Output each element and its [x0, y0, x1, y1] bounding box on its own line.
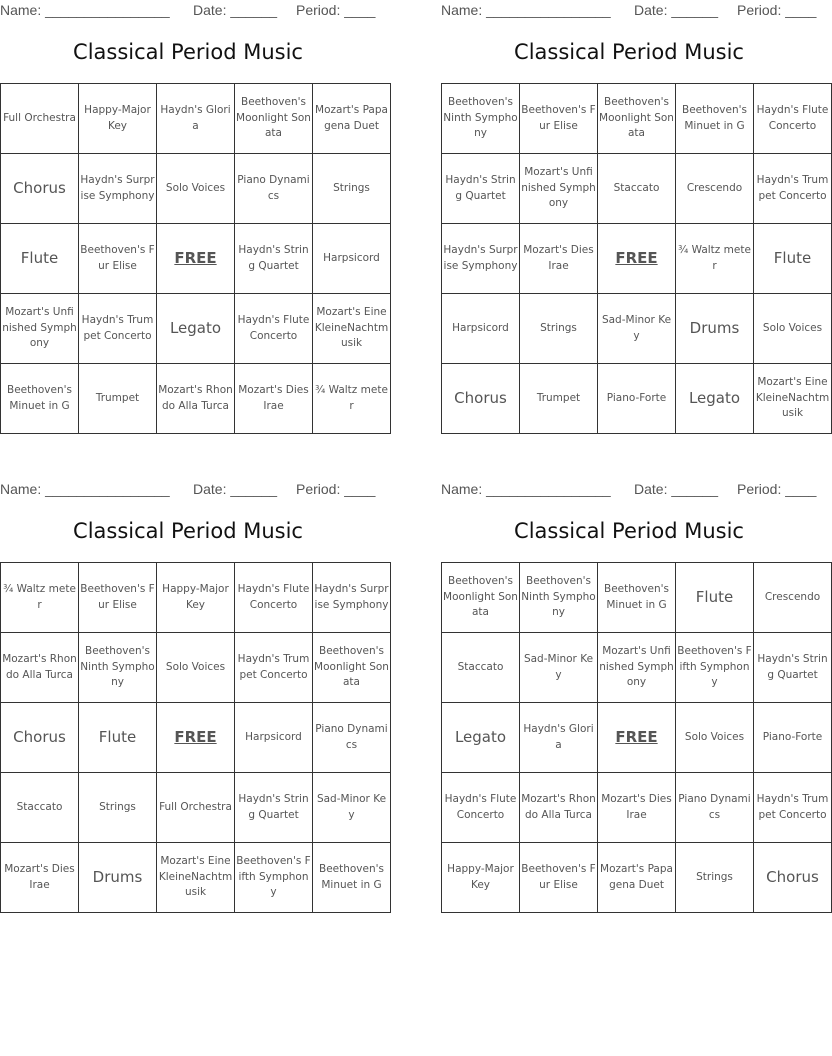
bingo-cell: Chorus: [442, 364, 520, 434]
bingo-cell: Mozart's Rhondo Alla Turca: [157, 364, 235, 434]
bingo-cell: Sad-Minor Key: [520, 633, 598, 703]
free-space: FREE: [157, 703, 235, 773]
bingo-cell: Strings: [313, 154, 391, 224]
bingo-cell: Beethoven's Moonlight Sonata: [598, 84, 676, 154]
bingo-cell: Haydn's Gloria: [520, 703, 598, 773]
bingo-cell: Happy-Major Key: [79, 84, 157, 154]
bingo-cell: Drums: [676, 294, 754, 364]
bingo-cell: Mozart's Unfinished Symphony: [1, 294, 79, 364]
bingo-cell: Staccato: [442, 633, 520, 703]
period-field-label: Period: ____: [296, 481, 376, 497]
bingo-cell: Beethoven's Moonlight Sonata: [235, 84, 313, 154]
bingo-cell: Mozart's Dies Irae: [235, 364, 313, 434]
grid-row: [442, 633, 832, 703]
bingo-cell: Beethoven's Fur Elise: [79, 563, 157, 633]
bingo-cell: Mozart's Papagena Duet: [598, 843, 676, 913]
bingo-cell: Strings: [676, 843, 754, 913]
bingo-cell: ¾ Waltz meter: [313, 364, 391, 434]
bingo-cell: Staccato: [1, 773, 79, 843]
name-field-label: Name: ________________: [0, 2, 170, 18]
bingo-cell: Chorus: [1, 154, 79, 224]
card-header: [441, 0, 817, 22]
bingo-cell: Beethoven's Moonlight Sonata: [442, 563, 520, 633]
bingo-cell: Mozart's Dies Irae: [520, 224, 598, 294]
bingo-cell: Staccato: [598, 154, 676, 224]
bingo-cell: Mozart's EineKleineNachtmusik: [754, 364, 832, 434]
bingo-cell: Flute: [79, 703, 157, 773]
grid-row: [1, 364, 391, 434]
bingo-cell: Haydn's Surprise Symphony: [79, 154, 157, 224]
bingo-cell: Drums: [79, 843, 157, 913]
card-title: Classical Period Music: [514, 519, 744, 543]
bingo-cell: Sad-Minor Key: [598, 294, 676, 364]
grid-row: [442, 154, 832, 224]
grid-row: [1, 84, 391, 154]
bingo-cell: Chorus: [1, 703, 79, 773]
grid-row: [1, 563, 391, 633]
bingo-grid: [441, 562, 832, 913]
bingo-cell: Piano Dynamics: [235, 154, 313, 224]
bingo-cell: Trumpet: [79, 364, 157, 434]
date-field-label: Date: ______: [634, 2, 719, 18]
bingo-cell: Beethoven's Minuet in G: [676, 84, 754, 154]
grid-row: [442, 294, 832, 364]
bingo-cell: Beethoven's Minuet in G: [598, 563, 676, 633]
card-header: [441, 479, 817, 501]
bingo-cell: Beethoven's Ninth Symphony: [79, 633, 157, 703]
bingo-cell: Mozart's Papagena Duet: [313, 84, 391, 154]
bingo-cell: Harpsicord: [442, 294, 520, 364]
grid-row: [442, 84, 832, 154]
bingo-cell: Haydn's Surprise Symphony: [313, 563, 391, 633]
bingo-cell: Beethoven's Minuet in G: [313, 843, 391, 913]
grid-row: [442, 563, 832, 633]
bingo-cell: Beethoven's Fifth Symphony: [235, 843, 313, 913]
name-field-label: Name: ________________: [441, 2, 611, 18]
free-space: FREE: [598, 224, 676, 294]
bingo-cell: Haydn's Flute Concerto: [754, 84, 832, 154]
bingo-cell: Piano-Forte: [598, 364, 676, 434]
bingo-cell: Haydn's Trumpet Concerto: [79, 294, 157, 364]
card-header: [0, 0, 376, 22]
bingo-cell: Mozart's Unfinished Symphony: [598, 633, 676, 703]
bingo-cell: Piano Dynamics: [676, 773, 754, 843]
bingo-grid: [0, 562, 391, 913]
bingo-cell: Haydn's String Quartet: [235, 224, 313, 294]
bingo-cell: Flute: [1, 224, 79, 294]
bingo-cell: Solo Voices: [157, 633, 235, 703]
bingo-cell: Solo Voices: [676, 703, 754, 773]
bingo-cell: Beethoven's Fifth Symphony: [676, 633, 754, 703]
card-title: Classical Period Music: [73, 519, 303, 543]
date-field-label: Date: ______: [634, 481, 719, 497]
bingo-cell: Harpsicord: [235, 703, 313, 773]
grid-row: [442, 224, 832, 294]
bingo-cell: Crescendo: [676, 154, 754, 224]
bingo-grid: [441, 83, 832, 434]
bingo-cell: Happy-Major Key: [157, 563, 235, 633]
grid-row: [1, 294, 391, 364]
bingo-cell: Mozart's Rhondo Alla Turca: [520, 773, 598, 843]
grid-row: [442, 703, 832, 773]
period-field-label: Period: ____: [737, 2, 817, 18]
bingo-cell: Haydn's Gloria: [157, 84, 235, 154]
period-field-label: Period: ____: [296, 2, 376, 18]
bingo-grid: [0, 83, 391, 434]
bingo-cell: Haydn's Flute Concerto: [235, 563, 313, 633]
date-field-label: Date: ______: [193, 481, 278, 497]
bingo-cell: Chorus: [754, 843, 832, 913]
bingo-cell: Legato: [676, 364, 754, 434]
grid-row: [442, 773, 832, 843]
bingo-cell: Haydn's Flute Concerto: [442, 773, 520, 843]
bingo-cell: Beethoven's Fur Elise: [79, 224, 157, 294]
bingo-cell: Trumpet: [520, 364, 598, 434]
bingo-cell: Haydn's String Quartet: [442, 154, 520, 224]
bingo-cell: Mozart's EineKleineNachtmusik: [157, 843, 235, 913]
bingo-cell: Mozart's Rhondo Alla Turca: [1, 633, 79, 703]
bingo-cell: Haydn's String Quartet: [754, 633, 832, 703]
bingo-cell: Solo Voices: [157, 154, 235, 224]
free-space: FREE: [598, 703, 676, 773]
grid-row: [1, 633, 391, 703]
bingo-cell: Sad-Minor Key: [313, 773, 391, 843]
bingo-cell: Strings: [79, 773, 157, 843]
name-field-label: Name: ________________: [441, 481, 611, 497]
bingo-cell: Beethoven's Ninth Symphony: [442, 84, 520, 154]
bingo-card-4: [441, 479, 829, 919]
bingo-cell: Piano-Forte: [754, 703, 832, 773]
free-space: FREE: [157, 224, 235, 294]
bingo-cell: Legato: [157, 294, 235, 364]
bingo-cell: Harpsicord: [313, 224, 391, 294]
date-field-label: Date: ______: [193, 2, 278, 18]
grid-row: [442, 364, 832, 434]
bingo-card-1: [0, 0, 389, 440]
grid-row: [1, 703, 391, 773]
bingo-cell: Beethoven's Minuet in G: [1, 364, 79, 434]
bingo-cell: Strings: [520, 294, 598, 364]
bingo-cell: Beethoven's Fur Elise: [520, 843, 598, 913]
bingo-card-2: [441, 0, 830, 440]
name-field-label: Name: ________________: [0, 481, 170, 497]
bingo-cell: ¾ Waltz meter: [676, 224, 754, 294]
bingo-cell: Haydn's Trumpet Concerto: [754, 154, 832, 224]
bingo-cell: Mozart's Unfinished Symphony: [520, 154, 598, 224]
bingo-cell: Full Orchestra: [1, 84, 79, 154]
bingo-cell: Haydn's Trumpet Concerto: [754, 773, 832, 843]
card-header: [0, 479, 376, 501]
grid-row: [442, 843, 832, 913]
card-title: Classical Period Music: [73, 40, 303, 64]
grid-row: [1, 224, 391, 294]
bingo-cell: Mozart's Dies Irae: [1, 843, 79, 913]
grid-row: [1, 843, 391, 913]
bingo-cell: Flute: [676, 563, 754, 633]
period-field-label: Period: ____: [737, 481, 817, 497]
bingo-cell: Haydn's Flute Concerto: [235, 294, 313, 364]
bingo-cell: Flute: [754, 224, 832, 294]
grid-row: [1, 773, 391, 843]
bingo-cell: ¾ Waltz meter: [1, 563, 79, 633]
bingo-cell: Beethoven's Fur Elise: [520, 84, 598, 154]
bingo-cell: Legato: [442, 703, 520, 773]
bingo-cell: Piano Dynamics: [313, 703, 391, 773]
bingo-cell: Mozart's EineKleineNachtmusik: [313, 294, 391, 364]
grid-row: [1, 154, 391, 224]
bingo-cell: Full Orchestra: [157, 773, 235, 843]
bingo-cell: Beethoven's Ninth Symphony: [520, 563, 598, 633]
bingo-cell: Mozart's Dies Irae: [598, 773, 676, 843]
bingo-cell: Haydn's Trumpet Concerto: [235, 633, 313, 703]
bingo-cell: Happy-Major Key: [442, 843, 520, 913]
bingo-card-3: [0, 479, 389, 919]
bingo-cell: Crescendo: [754, 563, 832, 633]
bingo-cell: Beethoven's Moonlight Sonata: [313, 633, 391, 703]
bingo-cell: Haydn's String Quartet: [235, 773, 313, 843]
card-title: Classical Period Music: [514, 40, 744, 64]
bingo-cell: Solo Voices: [754, 294, 832, 364]
bingo-cell: Haydn's Surprise Symphony: [442, 224, 520, 294]
